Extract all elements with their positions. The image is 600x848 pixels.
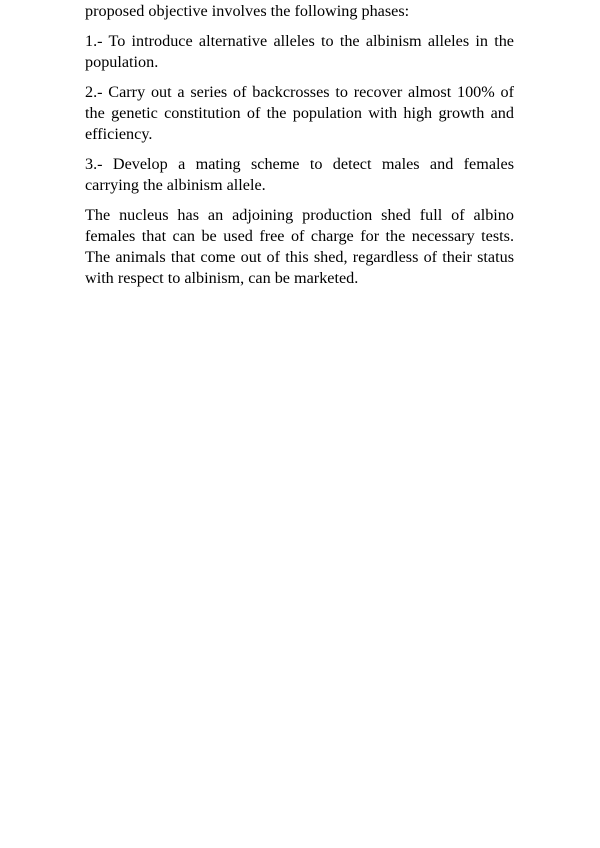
phase-2-paragraph: 2.- Carry out a series of backcrosses to recover almost 100% of the genetic constitution of the population with high growth and efficiency. <box>85 83 514 143</box>
nucleus-paragraph: The nucleus has an adjoining production shed full of albino females that can be used free of charge for the necessary tests. The animals that come out of this shed, regardless of their status with respect to albinism, can be marketed. <box>85 206 514 287</box>
intro-line: proposed objective involves the following phases: <box>85 2 410 20</box>
document-body <box>85 0 514 298</box>
phase-1-paragraph: 1.- To introduce alternative alleles to the albinism alleles in the population. <box>85 32 514 71</box>
phase-3-paragraph: 3.- Develop a mating scheme to detect males and females carrying the albinism allele. <box>85 155 514 194</box>
